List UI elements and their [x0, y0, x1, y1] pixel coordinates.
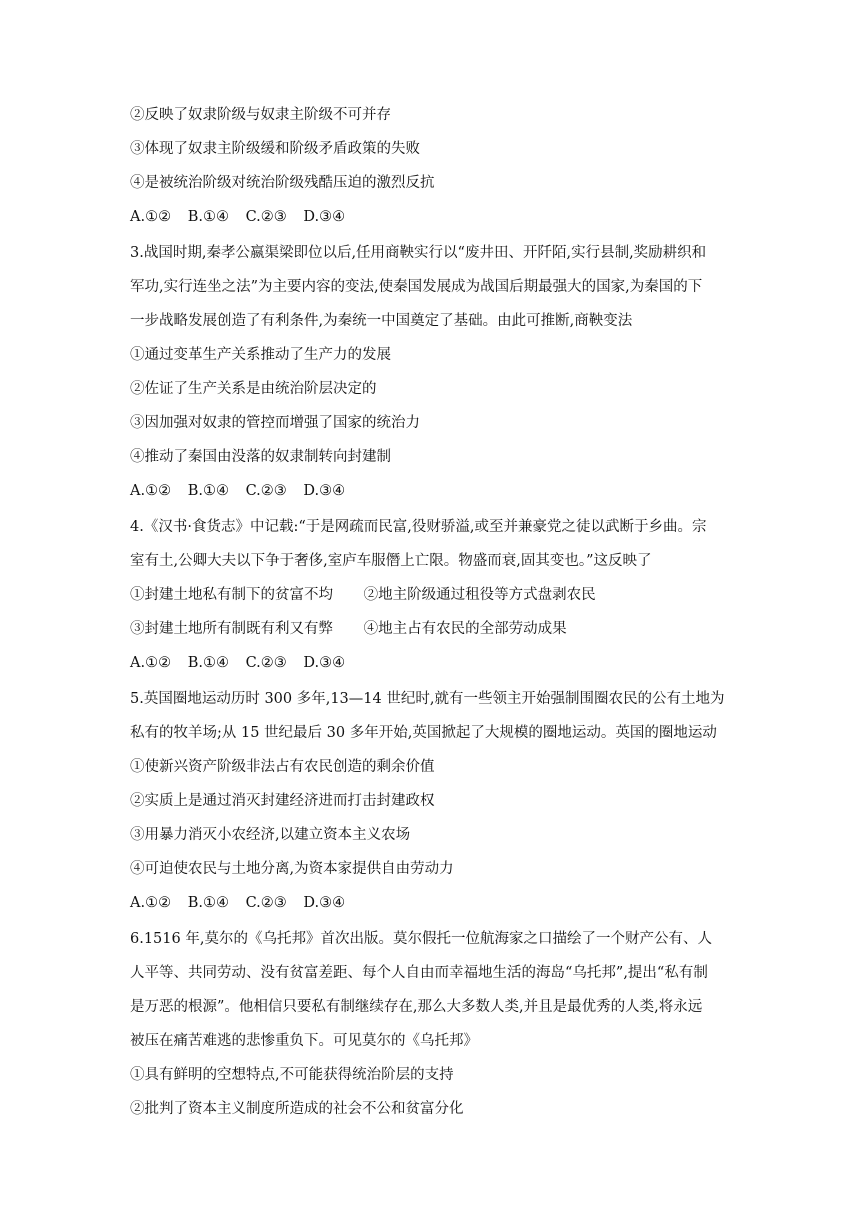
q4-options-row-1	[130, 586, 596, 605]
q3-answer-choices	[130, 482, 345, 501]
choice-d: D.③④	[303, 655, 346, 671]
q5-option-2: ②实质上是通过消灭封建经济进而打击封建政权	[130, 793, 435, 809]
q2-option-4: ④是被统治阶级对统治阶级残酷压迫的激烈反抗	[130, 175, 435, 191]
q2-option-3: ③体现了奴隶主阶级缓和阶级矛盾政策的失败	[130, 141, 420, 157]
choice-b: B.①④	[187, 483, 229, 499]
q5-stem-line-2: 私有的牧羊场;从 15 世纪最后 30 多年开始,英国掀起了大规模的圈地运动。英国的圈地运动	[130, 725, 717, 741]
q5-answer-choices	[130, 894, 345, 913]
q4-answer-choices	[130, 654, 345, 673]
choice-d: D.③④	[303, 895, 346, 911]
q6-stem-line-4: 被压在痛苦难逃的悲惨重负下。可见莫尔的《乌托邦》	[130, 1033, 478, 1049]
q3-stem-line-2: 军功,实行连坐之法”为主要内容的变法,使秦国发展成为战国后期最强大的国家,为秦国的下	[130, 279, 703, 295]
q5-option-3: ③用暴力消灭小农经济,以建立资本主义农场	[130, 827, 411, 843]
choice-a: A.①②	[130, 483, 172, 499]
q6-stem-line-1: 6.1516 年,莫尔的《乌托邦》首次出版。莫尔假托一位航海家之口描绘了一个财产公有、人	[130, 931, 712, 947]
q4-stem-line-2: 室有土,公卿大夫以下争于奢侈,室庐车服僭上亡限。物盛而衰,固其变也。”这反映了	[130, 553, 652, 569]
q4-option-4: ④地主占有农民的全部劳动成果	[363, 621, 567, 637]
q3-option-1: ①通过变革生产关系推动了生产力的发展	[130, 347, 391, 363]
choice-d: D.③④	[303, 209, 346, 225]
q3-option-2: ②佐证了生产关系是由统治阶层决定的	[130, 381, 377, 397]
q5-stem-line-1: 5.英国圈地运动历时 300 多年,13—14 世纪时,就有一些领主开始强制围圈农民的公有土地为	[130, 691, 725, 707]
choice-c: C.②③	[245, 483, 287, 499]
q3-stem-line-3: 一步战略发展创造了有利条件,为秦统一中国奠定了基础。由此可推断,商鞅变法	[130, 313, 633, 329]
q3-option-3: ③因加强对奴隶的管控而增强了国家的统治力	[130, 415, 420, 431]
q5-option-1: ①使新兴资产阶级非法占有农民创造的剩余价值	[130, 759, 435, 775]
choice-a: A.①②	[130, 895, 172, 911]
choice-a: A.①②	[130, 209, 172, 225]
q3-stem-line-1: 3.战国时期,秦孝公嬴渠梁即位以后,任用商鞅实行以“废井田、开阡陌,实行县制,奖励耕织和	[130, 245, 707, 261]
q4-options-row-2	[130, 620, 567, 639]
q6-option-2: ②批判了资本主义制度所造成的社会不公和贫富分化	[130, 1101, 464, 1117]
q4-option-3: ③封建土地所有制既有利又有弊	[130, 621, 333, 637]
choice-a: A.①②	[130, 655, 172, 671]
choice-b: B.①④	[187, 895, 229, 911]
q6-stem-line-2: 人平等、共同劳动、没有贫富差距、每个人自由而幸福地生活的海岛“乌托邦”,提出“私有制	[130, 965, 708, 981]
choice-c: C.②③	[245, 209, 287, 225]
choice-c: C.②③	[245, 895, 287, 911]
q5-option-4: ④可迫使农民与土地分离,为资本家提供自由劳动力	[130, 861, 454, 877]
choice-b: B.①④	[187, 209, 229, 225]
choice-c: C.②③	[245, 655, 287, 671]
choice-b: B.①④	[187, 655, 229, 671]
choice-d: D.③④	[303, 483, 346, 499]
q6-stem-line-3: 是万恶的根源”。他相信只要私有制继续存在,那么大多数人类,并且是最优秀的人类,将永远	[130, 999, 703, 1015]
q6-option-1: ①具有鲜明的空想特点,不可能获得统治阶层的支持	[130, 1067, 454, 1083]
q4-option-1: ①封建土地私有制下的贫富不均	[130, 587, 333, 603]
q4-option-2: ②地主阶级通过租役等方式盘剥农民	[363, 587, 596, 603]
q2-answer-choices	[130, 208, 345, 227]
q4-stem-line-1: 4.《汉书·食货志》中记载:“于是网疏而民富,役财骄溢,或至并兼豪党之徒以武断于乡曲。宗	[130, 519, 707, 535]
q2-option-2: ②反映了奴隶阶级与奴隶主阶级不可并存	[130, 107, 391, 123]
q3-option-4: ④推动了秦国由没落的奴隶制转向封建制	[130, 449, 391, 465]
